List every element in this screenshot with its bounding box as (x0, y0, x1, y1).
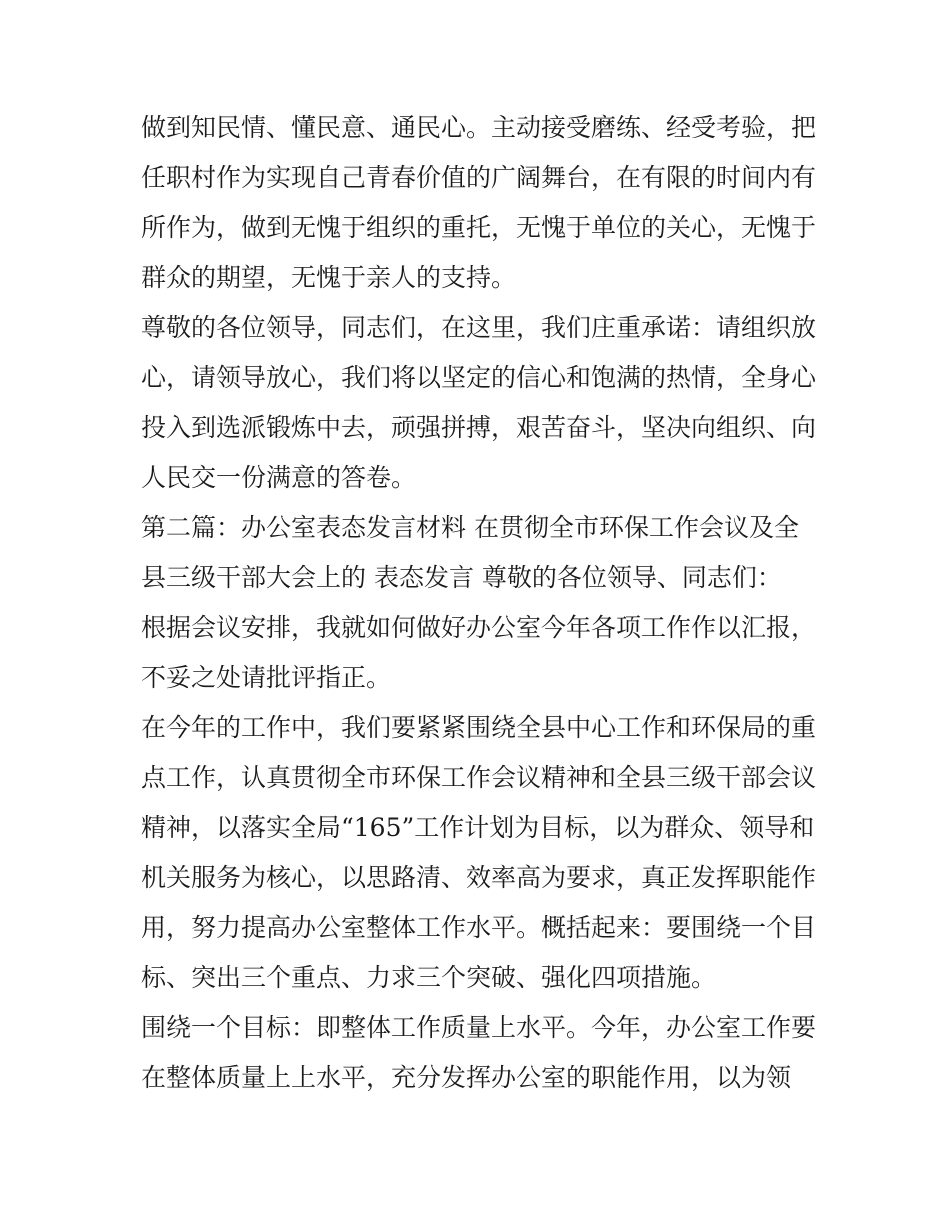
text-line: 任职村作为实现自己青春价值的广阔舞台，在有限的时间内有 (141, 163, 817, 192)
text-line: 围绕一个目标：即整体工作质量上水平。今年，办公室工作要 (141, 1013, 817, 1042)
text-line: 根据会议安排，我就如何做好办公室今年各项工作作以汇报， (141, 613, 817, 642)
text-line: 不妥之处请批评指正。 (141, 663, 392, 692)
text-line: 尊敬的各位领导，同志们，在这里，我们庄重承诺：请组织放 (141, 313, 817, 342)
text-line: 人民交一份满意的答卷。 (141, 463, 417, 492)
text-line: 精神，以落实全局“165”工作计划为目标，以为群众、领导和 (141, 813, 815, 842)
text-line: 群众的期望，无愧于亲人的支持。 (141, 263, 517, 292)
text-line: 点工作，认真贯彻全市环保工作会议精神和全县三级干部会议 (141, 763, 817, 792)
text-line: 机关服务为核心，以思路清、效率高为要求，真正发挥职能作 (141, 863, 817, 892)
section-heading-line: 第二篇：办公室表态发言材料 在贯彻全市环保工作会议及全 (141, 513, 799, 542)
text-line: 在整体质量上上水平，充分发挥办公室的职能作用，以为领 (141, 1063, 792, 1092)
text-line: 心，请领导放心，我们将以坚定的信心和饱满的热情，全身心 (141, 363, 817, 392)
text-line: 所作为，做到无愧于组织的重托，无愧于单位的关心，无愧于 (141, 213, 817, 242)
text-line: 标、突出三个重点、力求三个突破、强化四项措施。 (141, 963, 717, 992)
section-heading-line: 县三级干部大会上的 表态发言 尊敬的各位领导、同志们： (141, 563, 782, 592)
text-line: 在今年的工作中，我们要紧紧围绕全县中心工作和环保局的重 (141, 713, 817, 742)
text-line: 用，努力提高办公室整体工作水平。概括起来：要围绕一个目 (141, 913, 817, 942)
text-line: 投入到选派锻炼中去，顽强拼搏，艰苦奋斗，坚决向组织、向 (141, 413, 817, 442)
text-line: 做到知民情、懂民意、通民心。主动接受磨练、经受考验，把 (141, 113, 817, 142)
